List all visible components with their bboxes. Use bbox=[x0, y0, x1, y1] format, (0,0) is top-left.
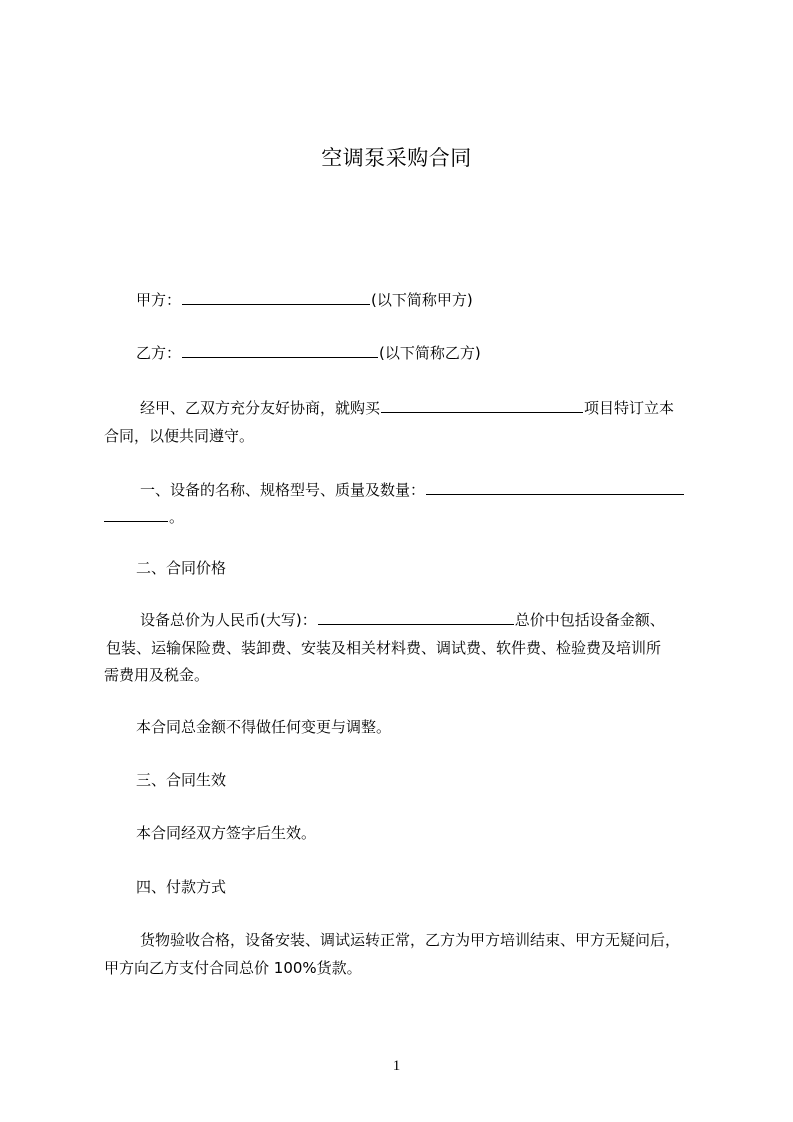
document-title: 空调泵采购合同 bbox=[321, 146, 472, 170]
payment-line-2: 甲方向乙方支付合同总价 100%货款。 bbox=[104, 959, 362, 977]
party-b-label: 乙方： bbox=[136, 344, 182, 362]
party-a-label: 甲方： bbox=[136, 291, 182, 309]
page-number: 1 bbox=[392, 1058, 401, 1074]
no-change-clause: 本合同总金额不得做任何变更与调整。 bbox=[136, 718, 392, 736]
party-a-line bbox=[136, 290, 736, 310]
price-blank[interactable] bbox=[318, 610, 514, 625]
price-text-before: 设备总价为人民币(大写)： bbox=[140, 611, 317, 629]
section-1-text: 一、设备的名称、规格型号、质量及数量： bbox=[140, 481, 426, 499]
equipment-blank-2[interactable] bbox=[104, 507, 168, 522]
intro-text-after: 项目特订立本 bbox=[584, 399, 675, 417]
section-1-line bbox=[140, 480, 740, 500]
price-line-1 bbox=[140, 610, 740, 630]
equipment-blank-1[interactable] bbox=[426, 480, 684, 495]
party-a-suffix: (以下简称甲方) bbox=[371, 291, 473, 309]
price-line-2: 包装、运输保险费、装卸费、安装及相关材料费、调试费、软件费、检验费及培训所 bbox=[106, 639, 662, 657]
price-line-3: 需费用及税金。 bbox=[104, 666, 210, 684]
party-b-line bbox=[136, 343, 736, 363]
price-text-after: 总价中包括设备金额、 bbox=[514, 611, 665, 629]
party-b-blank[interactable] bbox=[182, 343, 378, 358]
party-b-suffix: (以下简称乙方) bbox=[379, 344, 481, 362]
intro-text-before: 经甲、乙双方充分友好协商，就购买 bbox=[140, 399, 381, 417]
section-4-heading: 四、付款方式 bbox=[136, 878, 227, 896]
project-blank[interactable] bbox=[381, 398, 583, 413]
section-3-text: 本合同经双方签字后生效。 bbox=[136, 824, 317, 842]
payment-line-1: 货物验收合格，设备安装、调试运转正常，乙方为甲方培训结束、甲方无疑问后， bbox=[140, 931, 681, 949]
section-1-line-2 bbox=[104, 507, 704, 527]
intro-line-1 bbox=[140, 398, 740, 418]
intro-line-2: 合同，以便共同遵守。 bbox=[104, 427, 255, 445]
party-a-blank[interactable] bbox=[182, 290, 370, 305]
section-3-heading: 三、合同生效 bbox=[136, 771, 227, 789]
section-1-end: 。 bbox=[169, 508, 185, 526]
section-2-heading: 二、合同价格 bbox=[136, 559, 227, 577]
